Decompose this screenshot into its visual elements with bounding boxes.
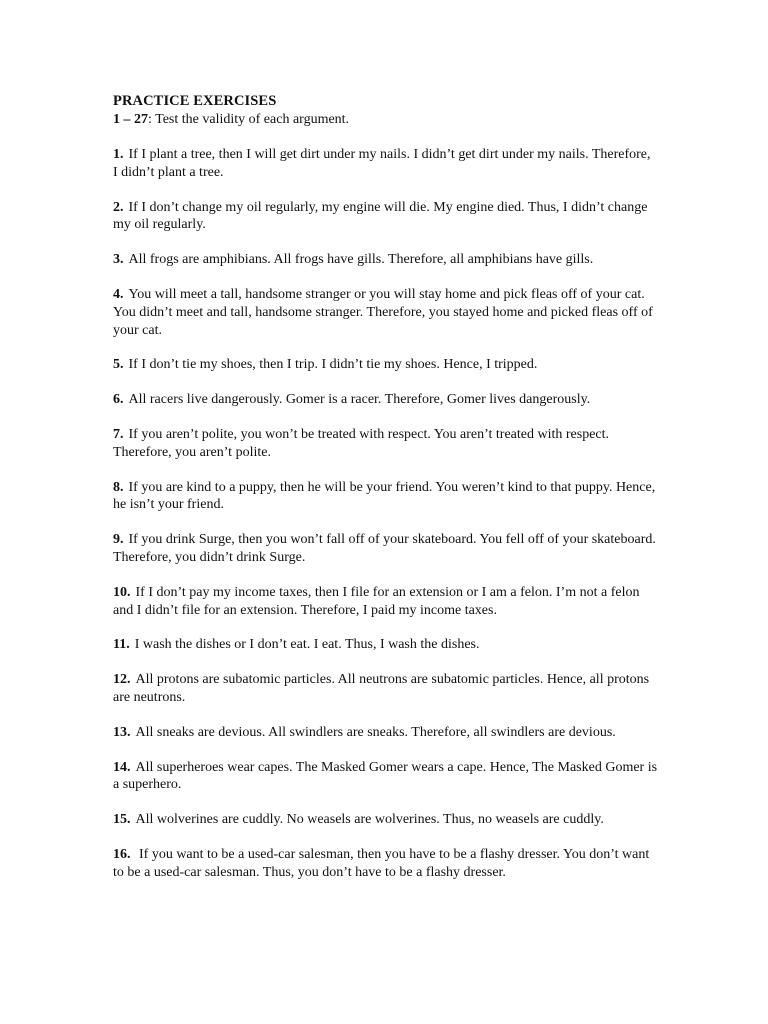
exercise-text: All frogs are amphibians. All frogs have gills. Therefore, all amphibians have gills. (128, 252, 594, 268)
exercise-6 (113, 391, 658, 409)
exercise-range: 1 – 27 (113, 112, 148, 127)
exercise-12 (113, 671, 658, 707)
exercise-text: If I don’t tie my shoes, then I trip. I didn’t tie my shoes. Hence, I tripped. (128, 357, 538, 373)
exercise-number: 9. (113, 532, 124, 548)
exercise-number: 13. (113, 724, 131, 740)
exercise-text: If you aren’t polite, you won’t be treated with respect. You aren’t treated with respect. Therefore, you aren’t polite. (113, 426, 610, 460)
exercise-text: You will meet a tall, handsome stranger or you will stay home and pick fleas off of your cat. You didn’t meet and tall, handsome stranger. Therefore, you stayed home and picked fleas off of your cat. (113, 286, 653, 338)
exercise-4 (113, 286, 658, 339)
exercise-text: All racers live dangerously. Gomer is a racer. Therefore, Gomer lives dangerously. (128, 392, 591, 408)
exercise-number: 2. (113, 199, 124, 215)
exercise-number: 5. (113, 357, 124, 373)
exercise-number: 12. (113, 672, 131, 688)
exercise-text: If you drink Surge, then you won’t fall off of your skateboard. You fell off of your skateboard. Therefore, you didn’t drink Surge. (113, 532, 656, 565)
exercise-number: 10. (113, 584, 131, 600)
exercise-text: I wash the dishes or I don’t eat. I eat. Thus, I wash the dishes. (134, 637, 480, 653)
exercise-14 (113, 759, 658, 795)
exercise-text: If I don’t pay my income taxes, then I file for an extension or I am a felon. I’m not a felon and I didn’t file for an extension. Therefore, I paid my income taxes. (113, 584, 640, 618)
exercise-number: 4. (113, 286, 124, 302)
exercise-9 (113, 531, 658, 567)
exercise-number: 11. (113, 637, 130, 653)
exercise-text: All sneaks are devious. All swindlers are sneaks. Therefore, all swindlers are devious. (135, 724, 616, 740)
exercise-5 (113, 356, 658, 374)
exercise-15 (113, 811, 658, 829)
exercise-1 (113, 146, 658, 182)
instructions (113, 111, 658, 128)
exercise-number: 6. (113, 392, 124, 408)
instruction-text: : Test the validity of each argument. (148, 112, 350, 127)
document-page (113, 93, 658, 882)
exercise-number: 8. (113, 479, 124, 495)
exercise-number: 7. (113, 426, 124, 442)
exercise-text: All wolverines are cuddly. No weasels are wolverines. Thus, no weasels are cuddly. (135, 812, 604, 828)
exercise-11 (113, 636, 658, 654)
exercise-2 (113, 199, 658, 235)
page-title: PRACTICE EXERCISES (113, 93, 277, 109)
exercise-text: If you are kind to a puppy, then he will be your friend. You weren’t kind to that puppy. Hence, he isn’t your friend. (113, 479, 656, 513)
exercise-8 (113, 479, 658, 515)
exercise-number: 3. (113, 252, 124, 268)
exercise-7 (113, 426, 658, 462)
exercise-text: All protons are subatomic particles. All neutrons are subatomic particles. Hence, all protons are neutrons. (113, 672, 650, 705)
exercise-text: If you want to be a used-car salesman, then you have to be a flashy dresser. You don’t want to be a used-car salesman. Thus, you don’t have to be a flashy dresser. (113, 846, 650, 880)
exercise-10 (113, 584, 658, 620)
exercise-16 (113, 846, 658, 882)
exercise-13 (113, 724, 658, 742)
exercise-text: If I don’t change my oil regularly, my engine will die. My engine died. Thus, I didn’t change my oil regularly. (113, 199, 648, 233)
exercise-number: 15. (113, 812, 131, 828)
exercise-3 (113, 251, 658, 269)
exercise-number: 1. (113, 147, 124, 162)
exercise-text: All superheroes wear capes. The Masked Gomer wears a cape. Hence, The Masked Gomer is a superhero. (113, 759, 658, 793)
exercise-text: If I plant a tree, then I will get dirt under my nails. I didn’t get dirt under my nails. Therefore, I didn’t plant a tree. (113, 147, 651, 180)
exercise-number: 14. (113, 759, 131, 775)
exercise-number: 16. (113, 846, 131, 862)
